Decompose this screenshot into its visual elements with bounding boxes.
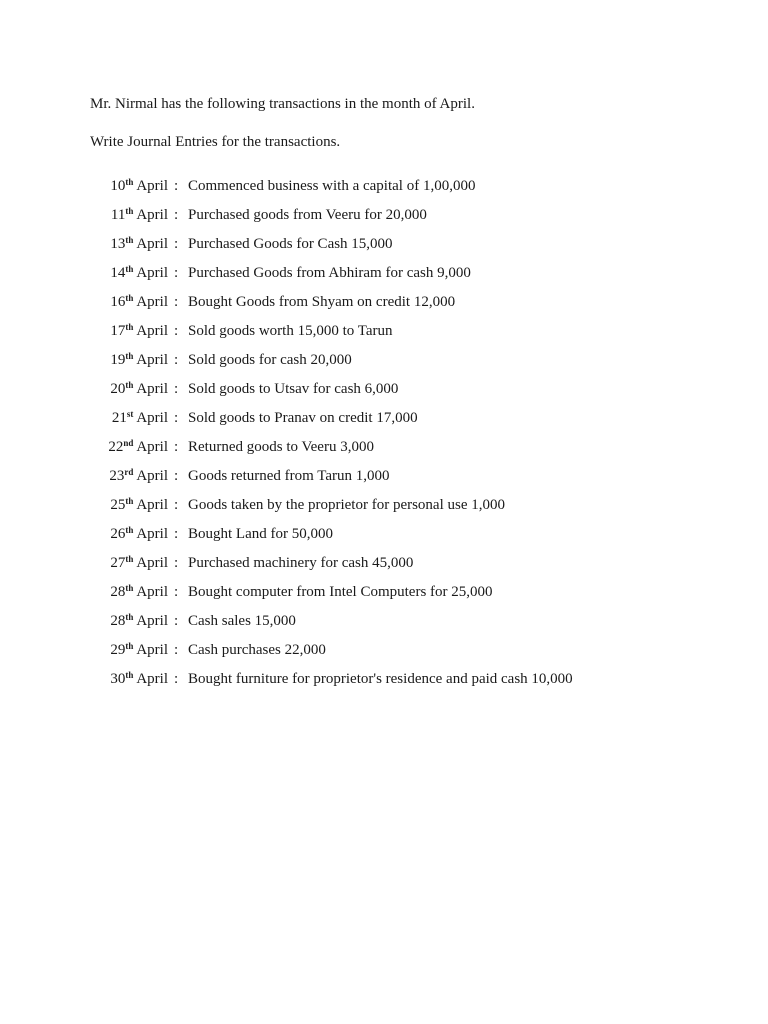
transaction-description: Goods returned from Tarun 1,000 [188,468,390,484]
transaction-date [110,292,168,312]
date-month: April [136,671,168,687]
separator: : [174,671,179,687]
date-suffix: th [125,496,134,506]
transaction-description: Purchased machinery for cash 45,000 [188,555,414,571]
date-day: 17th [110,322,134,339]
date-day: 28th [110,612,134,629]
transaction-description: Bought Land for 50,000 [188,526,333,542]
date-month: April [136,236,168,252]
date-month: April [136,265,168,281]
transaction-date [110,669,168,689]
date-day: 19th [110,351,134,368]
transaction-row [0,408,768,437]
transaction-description: Purchased Goods from Abhiram for cash 9,000 [188,265,471,281]
transaction-date [110,263,168,283]
transaction-row [0,582,768,611]
date-suffix: st [126,409,134,419]
transaction-date [110,495,168,515]
transaction-row [0,669,768,698]
transaction-row [0,437,768,466]
transaction-date [110,582,168,602]
date-day: 10th [110,177,134,194]
date-day: 20th [110,380,134,397]
transaction-row [0,640,768,669]
separator: : [174,352,179,368]
transaction-description: Sold goods for cash 20,000 [188,352,352,368]
transaction-date [110,234,168,254]
date-month: April [136,613,168,629]
transaction-row [0,321,768,350]
transaction-row [0,234,768,263]
date-month: April [136,410,168,426]
date-suffix: th [125,351,134,361]
transaction-description: Cash sales 15,000 [188,613,296,629]
date-day: 11th [110,206,134,223]
separator: : [174,294,179,310]
date-month: April [136,584,168,600]
date-suffix: th [125,525,134,535]
date-suffix: th [125,264,134,274]
date-month: April [136,178,168,194]
date-day: 27th [110,554,134,571]
date-suffix: th [125,670,134,680]
date-day: 26th [110,525,134,542]
transaction-description: Sold goods to Utsav for cash 6,000 [188,381,399,397]
transaction-row [0,292,768,321]
date-day: 21st [111,409,134,426]
transaction-description: Purchased goods from Veeru for 20,000 [188,207,427,223]
date-month: April [136,294,168,310]
date-suffix: th [125,554,134,564]
separator: : [174,439,179,455]
date-day: 25th [110,496,134,513]
transaction-date [110,350,168,370]
transaction-row [0,611,768,640]
transaction-row [0,205,768,234]
date-month: April [136,352,168,368]
transaction-description: Sold goods worth 15,000 to Tarun [188,323,393,339]
separator: : [174,410,179,426]
transaction-description: Bought Goods from Shyam on credit 12,000 [188,294,456,310]
transaction-date [110,321,168,341]
transaction-date [110,176,168,196]
transaction-description: Purchased Goods for Cash 15,000 [188,236,393,252]
transaction-date [110,553,168,573]
date-month: April [136,323,168,339]
separator: : [174,642,179,658]
separator: : [174,584,179,600]
date-suffix: rd [124,467,134,477]
transaction-date [109,466,168,486]
date-day: 29th [110,641,134,658]
date-month: April [136,468,168,484]
date-month: April [136,526,168,542]
separator: : [174,207,179,223]
date-day: 28th [110,583,134,600]
date-day: 14th [110,264,134,281]
date-suffix: th [125,235,134,245]
transaction-date [111,205,168,225]
instruction-text: Write Journal Entries for the transactions. [90,134,341,150]
date-day: 22nd [108,438,134,455]
separator: : [174,555,179,571]
separator: : [174,265,179,281]
transaction-row [0,466,768,495]
transaction-date [110,524,168,544]
transaction-date [110,640,168,660]
date-month: April [136,555,168,571]
date-suffix: th [125,322,134,332]
date-month: April [136,439,168,455]
transaction-date [108,437,168,457]
date-suffix: th [125,293,134,303]
transaction-date [110,611,168,631]
transaction-description: Cash purchases 22,000 [188,642,326,658]
date-month: April [136,642,168,658]
date-suffix: th [125,206,134,216]
separator: : [174,236,179,252]
date-day: 30th [110,670,134,687]
date-suffix: nd [123,438,134,448]
transaction-list [0,176,768,698]
date-suffix: th [125,177,134,187]
transaction-description: Bought computer from Intel Computers for 25,000 [188,584,493,600]
separator: : [174,468,179,484]
transaction-description: Sold goods to Pranav on credit 17,000 [188,410,418,426]
date-suffix: th [125,612,134,622]
date-suffix: th [125,583,134,593]
transaction-date [112,408,168,428]
transaction-row [0,263,768,292]
transaction-row [0,553,768,582]
date-month: April [136,381,168,397]
heading-text: Mr. Nirmal has the following transactions in the month of April. [90,96,475,112]
transaction-row [0,379,768,408]
transaction-row [0,176,768,205]
date-day: 13th [110,235,134,252]
separator: : [174,178,179,194]
date-day: 23rd [109,467,134,484]
date-suffix: th [125,641,134,651]
transaction-date [110,379,168,399]
date-day: 16th [110,293,134,310]
separator: : [174,497,179,513]
transaction-row [0,350,768,379]
transaction-description: Goods taken by the proprietor for personal use 1,000 [188,497,506,513]
transaction-description: Bought furniture for proprietor's residence and paid cash 10,000 [188,671,573,687]
date-month: April [136,207,168,223]
date-month: April [136,497,168,513]
transaction-row [0,495,768,524]
transaction-description: Commenced business with a capital of 1,00,000 [188,178,476,194]
transaction-row [0,524,768,553]
separator: : [174,381,179,397]
separator: : [174,323,179,339]
separator: : [174,613,179,629]
date-suffix: th [125,380,134,390]
separator: : [174,526,179,542]
transaction-description: Returned goods to Veeru 3,000 [188,439,374,455]
